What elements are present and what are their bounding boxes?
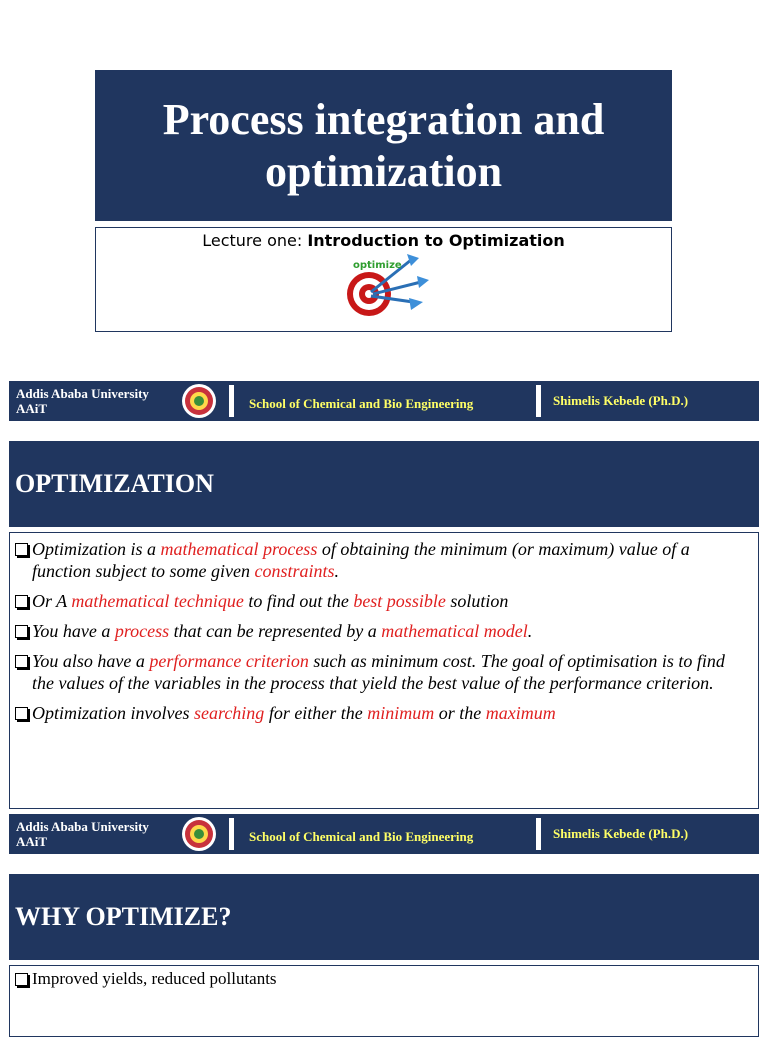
section-heading: WHY OPTIMIZE? — [15, 902, 232, 931]
institute-name: AAiT — [16, 834, 48, 849]
slide-title: Process integration and optimization — [162, 94, 605, 196]
bullet-text: Optimization involves — [32, 703, 194, 723]
bullet-text: You also have a — [32, 651, 150, 671]
bullet-item — [10, 590, 748, 612]
university-seal-icon — [181, 383, 217, 419]
bullet-item — [10, 650, 748, 694]
highlighted-term: minimum — [367, 703, 435, 723]
highlighted-term: mathematical model — [381, 621, 528, 641]
bullet-text: solution — [445, 591, 509, 611]
bullet-item — [10, 620, 748, 642]
bullet-text: You have a — [32, 621, 115, 641]
logo-text: optimize — [353, 260, 402, 271]
section-header — [9, 441, 759, 527]
subtitle-box — [95, 227, 672, 332]
bullet-item — [10, 538, 748, 582]
subtitle-line — [96, 231, 671, 250]
checkbox-bullet-icon — [15, 707, 28, 720]
content-box — [9, 532, 759, 809]
checkbox-bullet-icon — [15, 625, 28, 638]
footer-divider — [229, 818, 234, 850]
highlighted-term: best possible — [353, 591, 446, 611]
bullet-text: to find out the — [243, 591, 354, 611]
title-banner — [95, 70, 672, 221]
footer-school: School of Chemical and Bio Engineering — [249, 396, 474, 411]
footer-divider — [536, 818, 541, 850]
footer-school: School of Chemical and Bio Engineering — [249, 829, 474, 844]
target-darts-icon — [341, 252, 431, 322]
highlighted-term: performance criterion — [149, 651, 309, 671]
bullet-text: for either the — [264, 703, 368, 723]
section-header — [9, 874, 759, 960]
highlighted-term: mathematical process — [160, 539, 318, 559]
footer-author: Shimelis Kebede (Ph.D.) — [553, 826, 689, 841]
footer-divider — [229, 385, 234, 417]
university-name: Addis Ababa University — [16, 819, 149, 834]
checkbox-bullet-icon — [15, 655, 28, 668]
bullet-list — [10, 533, 758, 724]
section-heading: OPTIMIZATION — [15, 469, 214, 498]
bullet-text: such as minimum cost. The goal of optimisation is to find the values of the variables in the process that yield the best value of the performance criterion. — [32, 651, 725, 693]
bullet-text: Or A — [32, 591, 72, 611]
checkbox-bullet-icon — [15, 595, 28, 608]
highlighted-term: maximum — [485, 703, 556, 723]
bullet-text: or the — [434, 703, 486, 723]
university-seal-icon — [181, 816, 217, 852]
footer-university — [16, 819, 149, 849]
institute-name: AAiT — [16, 401, 48, 416]
footer-band — [9, 381, 759, 421]
highlighted-term: constraints — [254, 561, 335, 581]
content-box — [9, 965, 759, 1037]
checkbox-bullet-icon — [15, 973, 28, 986]
bullet-text: Improved yields, reduced pollutants — [32, 969, 277, 988]
bullet-list — [10, 966, 758, 990]
footer-university — [16, 386, 149, 416]
bullet-item — [10, 968, 758, 990]
subtitle-bold: Introduction to Optimization — [307, 231, 565, 250]
bullet-text: of obtaining the minimum (or maximum) value of a function subject to some given — [32, 539, 690, 581]
footer-band — [9, 814, 759, 854]
highlighted-term: mathematical technique — [71, 591, 244, 611]
university-name: Addis Ababa University — [16, 386, 149, 401]
checkbox-bullet-icon — [15, 543, 28, 556]
footer-divider — [536, 385, 541, 417]
footer-author: Shimelis Kebede (Ph.D.) — [553, 393, 689, 408]
highlighted-term: searching — [193, 703, 265, 723]
bullet-text: that can be represented by a — [169, 621, 382, 641]
highlighted-term: process — [114, 621, 170, 641]
bullet-text: . — [527, 621, 533, 641]
subtitle-prefix: Lecture one: — [202, 231, 308, 250]
bullet-text: Optimization is a — [32, 539, 161, 559]
bullet-item — [10, 702, 748, 724]
bullet-text: . — [334, 561, 339, 581]
